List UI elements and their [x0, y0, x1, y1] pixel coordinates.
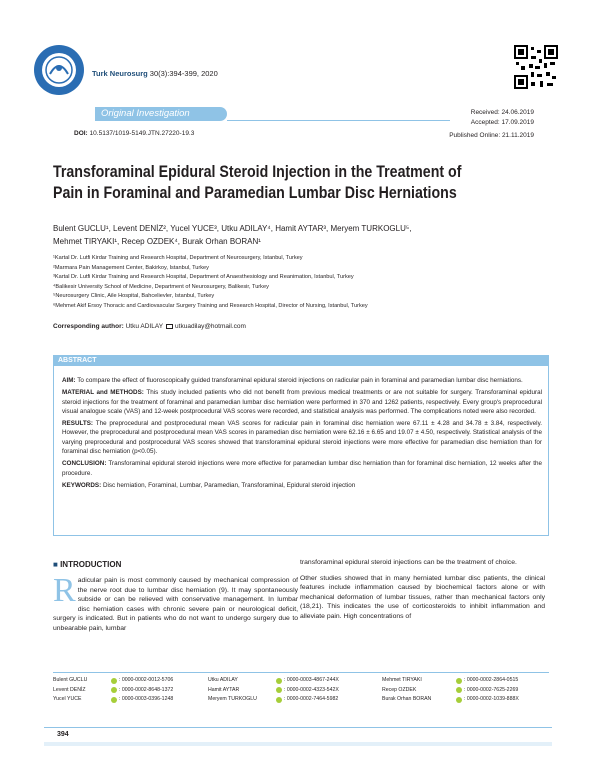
orcid-icon — [276, 697, 282, 703]
qr-code-icon — [513, 44, 559, 90]
intro-column-2 — [300, 558, 545, 628]
affiliation-3: ³Kartal Dr. Lutfi Kirdar Training and Research Hospital, Department of Anaesthesiology and Reanimation, Istanbul, Turkey — [53, 274, 354, 281]
orcid-entry — [53, 676, 173, 686]
orcid-entry — [208, 695, 339, 705]
orcid-entry — [382, 676, 519, 686]
abstract-conclusion — [62, 459, 542, 478]
abstract-header — [53, 355, 549, 366]
affiliation-6: ⁶Mehmet Akif Ersoy Thoracic and Cardiovascular Surgery Training and Research Hospital, Director of Nursing, Istanbul, Turkey — [53, 302, 368, 309]
journal-name: Turk Neurosurg — [92, 69, 148, 78]
orcid-author-name: Bulent GUCLU — [53, 677, 88, 683]
affiliations — [53, 254, 553, 312]
corresponding-name: Utku ADILAY — [125, 323, 164, 330]
orcid-author-name: Levent DENİZ — [53, 686, 86, 693]
orcid-icon — [456, 678, 462, 684]
affiliation-5: ⁵Neurosurgery Clinic, Aile Hospital, Bahcelievler, Istanbul, Turkey — [53, 293, 215, 300]
accepted-date: Accepted: 17.09.2019 — [470, 118, 534, 126]
orcid-author-name: Hamit AYTAR — [208, 686, 240, 693]
intro-col1-text: adicular pain is most commonly caused by mechanical compression of the nerve root due to lumbar disc herniation (9). It may spontaneously subside or can be relieved with conservative management. In lumbar disc herniation cases with chronic severe pain or neurological deficit, surgery is indicated. But in patients who do not want to undergo surgery due to unbearable pain, lumbar — [53, 577, 298, 632]
introduction-heading-text: INTRODUCTION — [60, 560, 122, 569]
article-type: Original Investigation — [101, 108, 190, 119]
section-marker-icon: ■ — [53, 560, 58, 569]
orcid-id[interactable]: : 0000-0002-7625-2269 — [464, 686, 519, 693]
conclusion-text: Transforaminal epidural steroid injections were more effective for paramedian lumbar disc herniation than for foraminal disc herniation, 12 weeks after the procedure. — [62, 460, 542, 477]
published-date: Published Online: 21.11.2019 — [449, 132, 534, 139]
results-text: The preprocedural and postprocedural mean VAS scores for radicular pain in foraminal disc herniation were 67.11 ± 4.28 and 34.78 ± 3.84, respectively. However, the preprocedural and postprocedural mean VAS scores in paramedian disc herniation were 62.16 ± 6.65 and 19.07 ± 4.50, respectively. Statistical analysis of the varying preprocedural and postprocedural VAS scores showed that transforaminal epidural steroid injections were more effective for paramedian disc herniation than for foraminal disc herniation (p<0.05). — [62, 420, 543, 456]
orcid-column-2 — [208, 676, 339, 705]
orcid-id[interactable]: : 0000-0002-8648-1372 — [119, 686, 174, 693]
received-date: Received: 24.06.2019 — [470, 109, 534, 116]
introduction-heading — [53, 560, 121, 569]
orcid-author-name: Recep OZDEK — [382, 686, 417, 693]
orcid-icon — [111, 697, 117, 703]
footer-strip — [44, 742, 552, 746]
intro-col2-para-2: Other studies showed that in many herniated lumbar disc patients, the clinical features include inflammation caused by biochemical factors alone or with mechanical deformation of lumbar tissues, rather than mechanical factors only (18,21). This indicates the use of corticosteroids to inhibit inflammation and alleviate pain. High concentrations of — [300, 574, 545, 620]
abstract-heading: ABSTRACT — [58, 356, 97, 364]
orcid-id[interactable]: : 0000-0002-4323-542X — [284, 686, 339, 693]
mail-icon — [166, 324, 173, 329]
article-title — [53, 162, 483, 204]
orcid-icon — [276, 678, 282, 684]
title-line-2: Pain in Foraminal and Paramedian Lumbar Disc Herniations — [53, 184, 457, 202]
methods-label: MATERIAL and METHODS: — [62, 389, 144, 397]
aim-label: AIM: — [62, 377, 76, 384]
corresponding-author — [53, 323, 246, 330]
authors-line-2: Mehmet TIRYAKI¹, Recep OZDEK⁴, Burak Orhan BORAN¹ — [53, 237, 261, 246]
orcid-id[interactable]: : 0000-0003-4867-244X — [284, 677, 339, 683]
journal-volume: 30(3):394-399, 2020 — [149, 69, 218, 78]
affiliation-1: ¹Kartal Dr. Lutfi Kirdar Training and Research Hospital, Department of Neurosurgery, Istanbul, Turkey — [53, 255, 303, 261]
orcid-icon — [111, 687, 117, 693]
abstract-methods — [62, 388, 542, 416]
orcid-entry — [382, 695, 519, 705]
orcid-id[interactable]: : 0000-0002-2864-0515 — [464, 677, 519, 683]
abstract-keywords — [62, 481, 542, 490]
abstract-aim — [62, 376, 542, 385]
corresponding-email[interactable]: utkuadilay@hotmail.com — [175, 323, 246, 330]
intro-column-1 — [53, 572, 298, 634]
orcid-author-name: Utku ADILAY — [208, 677, 238, 683]
orcid-icon — [111, 678, 117, 684]
orcid-entry — [53, 695, 173, 705]
article-type-rule — [227, 120, 450, 121]
keywords-label: KEYWORDS: — [62, 481, 102, 489]
doi-value[interactable]: 10.5137/1019-5149.JTN.27220-19.3 — [89, 130, 195, 137]
abstract-results — [62, 419, 542, 456]
methods-text: This study included patients who did not benefit from previous medical treatments or are not suitable for surgery. Transforaminal epidural steroid injections for the treatment of foraminal and paramedian lumbar disc herniation were performed in 370 and 1262 patients, respectively. Every group's preprocedural visual analogue scale (VAS) and 12-week postprocedural VAS scores were recorded, and statistical analysis was performed. The complications noted were also recorded. — [62, 389, 542, 415]
author-list — [53, 222, 553, 248]
corresponding-label: Corresponding author: — [53, 323, 124, 330]
orcid-icon — [276, 687, 282, 693]
keywords-text: Disc herniation, Foraminal, Lumbar, Paramedian, Transforaminal, Epidural steroid injection — [102, 481, 356, 489]
orcid-column-3 — [382, 676, 519, 705]
orcid-id[interactable]: : 0000-0003-0396-1248 — [119, 696, 174, 702]
authors-line-1: Bulent GUCLU¹, Levent DENİZ², Yucel YUCE³, Utku ADILAY⁴, Hamit AYTAR³, Meryem TURKOGLU⁵, — [53, 224, 412, 233]
drop-cap: R — [53, 572, 76, 609]
orcid-author-name: Burak Orhan BORAN — [382, 696, 432, 702]
footer-rule — [44, 727, 552, 728]
orcid-id[interactable]: : 0000-0002-7464-5982 — [284, 696, 339, 702]
journal-citation — [92, 69, 218, 78]
orcid-entry — [382, 686, 519, 696]
orcid-icon — [456, 687, 462, 693]
aim-text: To compare the effect of fluoroscopically guided transforaminal epidural steroid injections on radicular pain in foraminal and paramedian lumbar disc herniations. — [77, 377, 523, 384]
doi — [74, 130, 194, 137]
doi-label: DOI: — [74, 130, 88, 137]
article-dates — [449, 108, 534, 141]
orcid-id[interactable]: : 0000-0002-0012-5706 — [119, 677, 174, 683]
orcid-entry — [208, 686, 339, 696]
conclusion-label: CONCLUSION: — [62, 460, 107, 468]
affiliation-2: ²Marmara Pain Management Center, Bakirkoy, Istanbul, Turkey — [53, 264, 209, 271]
intro-col2-para-1: transforaminal epidural steroid injections can be the treatment of choice. — [300, 559, 517, 566]
results-label: RESULTS: — [62, 420, 94, 428]
orcid-column-1 — [53, 676, 173, 705]
orcid-icon — [456, 697, 462, 703]
abstract-body — [62, 376, 542, 493]
orcid-entry — [53, 686, 173, 696]
article-type-band — [95, 107, 227, 121]
affiliation-4: ⁴Balikesir University School of Medicine, Department of Neurosurgery, Balikesir, Turkey — [53, 283, 269, 290]
title-line-1: Transforaminal Epidural Steroid Injection in the Treatment of — [53, 163, 462, 181]
orcid-author-name: Mehmet TIRYAKI — [382, 677, 422, 683]
journal-logo-icon — [33, 44, 85, 96]
page-number: 394 — [57, 731, 69, 738]
orcid-id[interactable]: : 0000-0002-1039-888X — [464, 696, 519, 702]
orcid-author-name: Yucel YUCE — [53, 696, 82, 702]
orcid-author-name: Meryem TURKOGLU — [208, 696, 257, 702]
orcid-entry — [208, 676, 339, 686]
